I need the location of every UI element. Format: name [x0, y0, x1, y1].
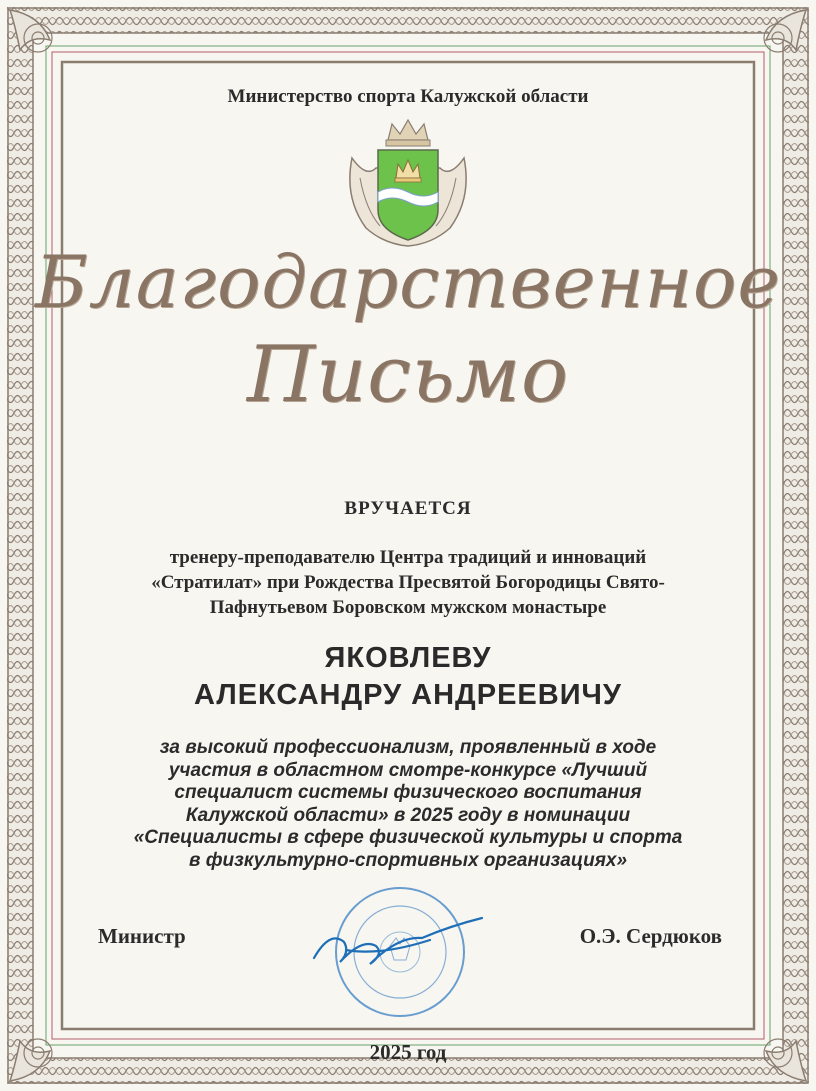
surname: ЯКОВЛЕВУ	[324, 642, 492, 674]
reason-line: Калужской области» в 2025 году в номинации	[185, 804, 631, 826]
signer-position: Министр	[98, 924, 186, 948]
recipient-position	[100, 545, 716, 620]
award-reason	[90, 737, 726, 872]
title-line-1: Благодарственное	[35, 240, 781, 324]
official-stamp	[310, 880, 490, 1020]
reason-line: участия в областном смотре-конкурсе «Лучший	[168, 759, 648, 781]
title-line-2: Письмо	[246, 330, 570, 420]
recipient-name	[0, 640, 816, 714]
position-line: Пафнутьевом Боровском мужском монастыре	[209, 597, 607, 618]
reason-line: «Специалисты в сфере физической культуры и спорта	[133, 827, 683, 848]
position-line: тренеру-преподавателю Центра традиций и инноваций	[169, 547, 647, 568]
reason-line: за высокий профессионализм, проявленный в ходе	[159, 737, 657, 758]
ministry-header: Министерство спорта Калужской области	[227, 86, 589, 107]
signer-name: О.Э. Сердюков	[579, 924, 722, 948]
reason-line: в физкультурно-спортивных организациях»	[188, 849, 628, 871]
kaluga-coat-of-arms-icon	[340, 118, 476, 250]
awarded-heading: ВРУЧАЕТСЯ	[344, 498, 472, 519]
position-line: «Стратилат» при Рождества Пресвятой Богородицы Свято-	[151, 572, 665, 593]
given-names: АЛЕКСАНДРУ АНДРЕЕВИЧУ	[194, 679, 622, 711]
document-year: 2025 год	[369, 1040, 447, 1064]
reason-line: специалист системы физического воспитания	[174, 782, 642, 803]
